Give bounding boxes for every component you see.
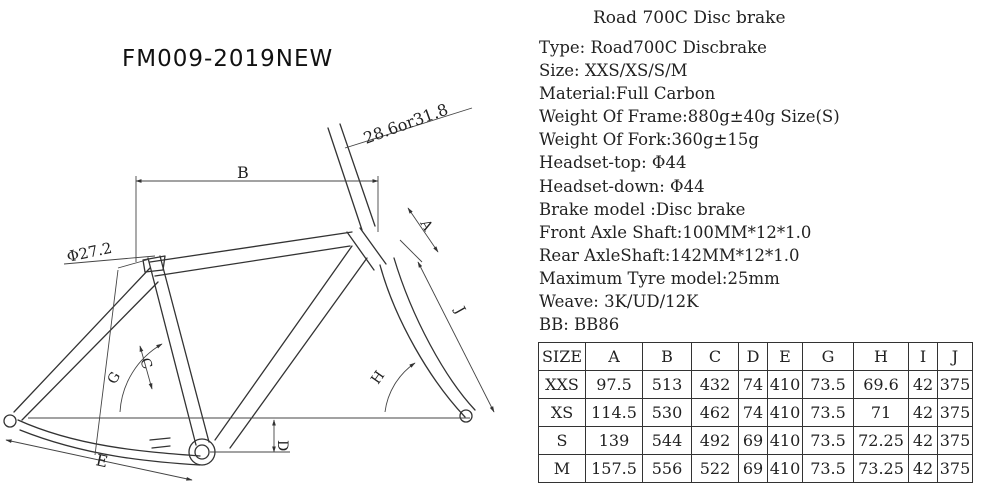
cell-e: 410 bbox=[768, 455, 803, 483]
label-a: A bbox=[416, 217, 436, 234]
spec-headset-down: Headset-down: Φ44 bbox=[539, 176, 705, 196]
label-j: J bbox=[451, 304, 469, 317]
cell-i: 42 bbox=[909, 371, 938, 399]
cell-b: 513 bbox=[643, 371, 692, 399]
label-e: E bbox=[94, 450, 110, 472]
front-dropout bbox=[460, 410, 472, 422]
label-c: C bbox=[136, 355, 155, 372]
header-i: I bbox=[909, 343, 938, 371]
table-header-row bbox=[539, 343, 973, 371]
cell-g: 73.5 bbox=[803, 371, 854, 399]
spec-type: Type: Road700C Discbrake bbox=[539, 38, 767, 57]
cell-h: 72.25 bbox=[854, 427, 909, 455]
header-h: H bbox=[854, 343, 909, 371]
header-d: D bbox=[739, 343, 768, 371]
cell-b: 544 bbox=[643, 427, 692, 455]
cell-i: 42 bbox=[909, 399, 938, 427]
cell-d: 69 bbox=[739, 455, 768, 483]
spec-list bbox=[539, 36, 840, 336]
spec-heading: Road 700C Disc brake bbox=[593, 8, 786, 28]
spec-size: Size: XXS/XS/S/M bbox=[539, 61, 688, 81]
cell-h: 71 bbox=[854, 399, 909, 427]
label-seatpost-diameter: Φ27.2 bbox=[65, 238, 114, 266]
cell-b: 530 bbox=[643, 399, 692, 427]
header-e: E bbox=[768, 343, 803, 371]
spec-bb: BB: BB86 bbox=[539, 315, 620, 335]
cell-j: 375 bbox=[938, 371, 973, 399]
head-tube bbox=[347, 232, 374, 270]
cell-i: 42 bbox=[909, 427, 938, 455]
cell-a: 114.5 bbox=[586, 399, 643, 427]
cell-size: S bbox=[539, 427, 586, 455]
cell-g: 73.5 bbox=[803, 399, 854, 427]
spec-headset-top: Headset-top: Φ44 bbox=[539, 153, 687, 173]
cell-c: 522 bbox=[692, 455, 739, 483]
cell-h: 69.6 bbox=[854, 371, 909, 399]
label-g: G bbox=[104, 369, 125, 387]
spec-rear-axle: Rear AxleShaft:142MM*12*1.0 bbox=[539, 245, 800, 265]
cell-e: 410 bbox=[768, 399, 803, 427]
chain-stay bbox=[18, 420, 200, 456]
down-tube bbox=[215, 246, 352, 440]
cell-h: 73.25 bbox=[854, 455, 909, 483]
cell-c: 432 bbox=[692, 371, 739, 399]
cell-size: XS bbox=[539, 399, 586, 427]
spec-frame-weight: Weight Of Frame:880g±40g Size(S) bbox=[539, 107, 840, 127]
header-b: B bbox=[643, 343, 692, 371]
cell-a: 97.5 bbox=[586, 371, 643, 399]
spec-front-axle: Front Axle Shaft:100MM*12*1.0 bbox=[539, 222, 812, 242]
rear-dropout bbox=[4, 415, 16, 427]
cell-d: 69 bbox=[739, 427, 768, 455]
seat-tube bbox=[148, 258, 196, 445]
table-row bbox=[539, 427, 973, 455]
header-size: SIZE bbox=[539, 343, 586, 371]
cell-d: 74 bbox=[739, 399, 768, 427]
seat-stay bbox=[14, 268, 150, 412]
cell-e: 410 bbox=[768, 427, 803, 455]
cell-j: 375 bbox=[938, 427, 973, 455]
header-g: G bbox=[803, 343, 854, 371]
cell-e: 410 bbox=[768, 371, 803, 399]
table-row bbox=[539, 399, 973, 427]
label-h: H bbox=[368, 368, 389, 388]
cell-g: 73.5 bbox=[803, 427, 854, 455]
fork bbox=[380, 265, 465, 417]
cell-a: 157.5 bbox=[586, 455, 643, 483]
table-row bbox=[539, 455, 973, 483]
top-tube bbox=[150, 232, 352, 262]
steerer-upper bbox=[328, 128, 362, 230]
spec-fork-weight: Weight Of Fork:360g±15g bbox=[539, 130, 759, 150]
header-c: C bbox=[692, 343, 739, 371]
geometry-table bbox=[538, 342, 973, 483]
header-a: A bbox=[586, 343, 643, 371]
cell-c: 492 bbox=[692, 427, 739, 455]
cell-d: 74 bbox=[739, 371, 768, 399]
cell-size: M bbox=[539, 455, 586, 483]
spec-tyre: Maximum Tyre model:25mm bbox=[539, 268, 780, 288]
cell-g: 73.5 bbox=[803, 455, 854, 483]
label-d: D bbox=[274, 440, 290, 452]
label-headtube-diameter: 28.6or31.8 bbox=[360, 99, 451, 148]
spec-material: Material:Full Carbon bbox=[539, 84, 716, 104]
cell-c: 462 bbox=[692, 399, 739, 427]
cell-size: XXS bbox=[539, 371, 586, 399]
cell-i: 42 bbox=[909, 455, 938, 483]
cell-a: 139 bbox=[586, 427, 643, 455]
spec-brake: Brake model :Disc brake bbox=[539, 199, 746, 219]
label-b: B bbox=[237, 163, 249, 182]
cell-b: 556 bbox=[643, 455, 692, 483]
table-row bbox=[539, 371, 973, 399]
header-j: J bbox=[938, 343, 973, 371]
cell-j: 375 bbox=[938, 455, 973, 483]
spec-weave: Weave: 3K/UD/12K bbox=[539, 292, 699, 312]
cell-j: 375 bbox=[938, 399, 973, 427]
model-title: FM009-2019NEW bbox=[122, 46, 334, 72]
